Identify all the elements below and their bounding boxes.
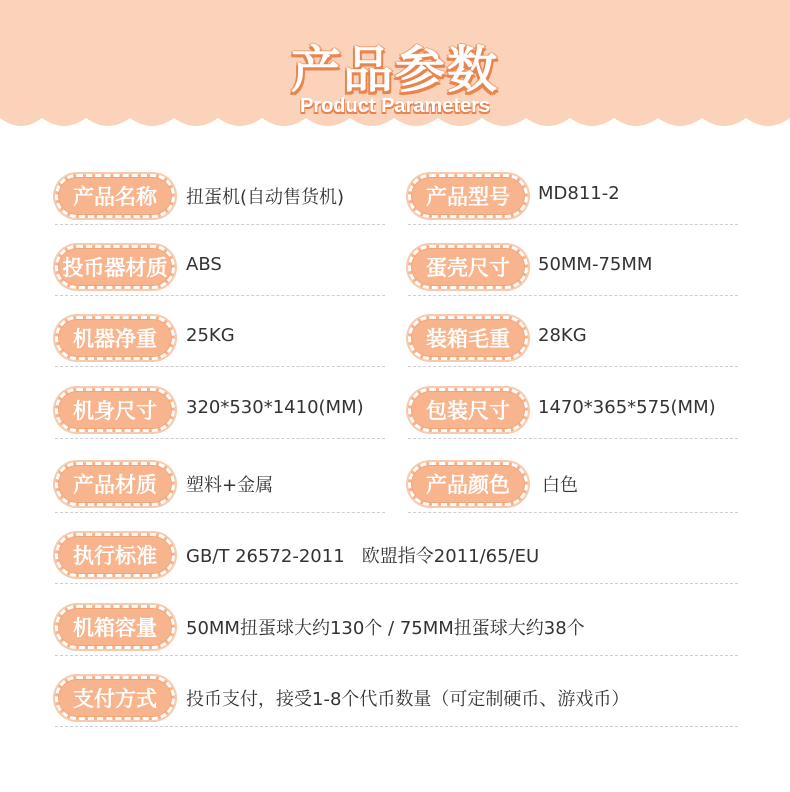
param-value: MD811-2 xyxy=(538,183,620,204)
row-divider xyxy=(55,655,738,656)
param-value: 扭蛋机(自动售货机) xyxy=(186,187,345,208)
param-row-full xyxy=(0,599,790,659)
param-row xyxy=(0,456,790,516)
param-value: ABS xyxy=(186,254,222,275)
param-row-full xyxy=(0,527,790,587)
param-value: 1470*365*575(MM) xyxy=(538,397,716,418)
row-divider xyxy=(55,366,385,367)
row-divider xyxy=(55,224,385,225)
param-row-full xyxy=(0,670,790,730)
row-divider xyxy=(408,512,738,513)
param-label: 装箱毛重 xyxy=(408,316,528,360)
param-row xyxy=(0,239,790,299)
param-value: 28KG xyxy=(538,325,587,346)
param-value: GB/T 26572-2011 欧盟指令2011/65/EU xyxy=(186,546,540,567)
row-divider xyxy=(55,512,385,513)
param-value: 塑料+金属 xyxy=(186,475,274,496)
param-label: 机身尺寸 xyxy=(55,388,175,432)
param-label: 产品材质 xyxy=(55,462,175,506)
param-value: 投币支付，接受1-8个代币数量（可定制硬币、游戏币） xyxy=(186,689,630,710)
param-value: 50MM扭蛋球大约130个 / 75MM扭蛋球大约38个 xyxy=(186,618,585,639)
row-divider xyxy=(408,295,738,296)
param-row xyxy=(0,168,790,228)
page-title: 产品参数 xyxy=(291,41,499,99)
param-value: 320*530*1410(MM) xyxy=(186,397,364,418)
param-value: 白色 xyxy=(542,475,578,496)
param-row xyxy=(0,310,790,370)
param-label: 机器净重 xyxy=(55,316,175,360)
param-label: 执行标准 xyxy=(55,533,175,577)
row-divider xyxy=(408,366,738,367)
row-divider xyxy=(408,438,738,439)
param-label: 投币器材质 xyxy=(55,245,175,289)
header-banner xyxy=(0,0,790,150)
param-label: 产品颜色 xyxy=(408,462,528,506)
param-label: 支付方式 xyxy=(55,676,175,720)
param-label: 蛋壳尺寸 xyxy=(408,245,528,289)
row-divider xyxy=(408,224,738,225)
row-divider xyxy=(55,726,738,727)
param-label: 包装尺寸 xyxy=(408,388,528,432)
row-divider xyxy=(55,583,738,584)
row-divider xyxy=(55,295,385,296)
param-value: 50MM-75MM xyxy=(538,254,653,275)
page-subtitle: Product Parameters xyxy=(299,95,491,117)
param-label: 机箱容量 xyxy=(55,605,175,649)
row-divider xyxy=(55,438,385,439)
param-label: 产品名称 xyxy=(55,174,175,218)
param-label: 产品型号 xyxy=(408,174,528,218)
param-value: 25KG xyxy=(186,325,235,346)
param-row xyxy=(0,382,790,442)
